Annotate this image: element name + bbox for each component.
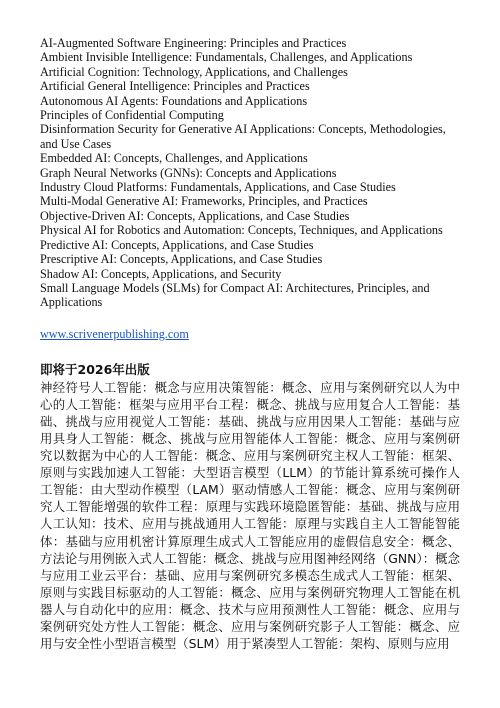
book-title: Physical AI for Robotics and Automation: Concepts, Techniques, and Applications [40, 223, 443, 238]
book-title: Prescriptive AI: Concepts, Applications, and Case Studies [40, 252, 323, 267]
book-title: Artificial Cognition: Technology, Applications, and Challenges [40, 64, 348, 79]
book-title: Predictive AI: Concepts, Applications, and Case Studies [40, 237, 314, 252]
book-title: Disinformation Security for Generative AI Applications: Concepts, Methodologies, and Use Cases [40, 122, 446, 151]
forthcoming-titles-text: 神经符号人工智能：概念与应用决策智能：概念、应用与案例研究以人为中心的人工智能：框架与应用平台工程：概念、挑战与应用复合人工智能：基础、挑战与应用视觉人工智能：基础、挑战与应用因果人工智能：基础与应用具身人工智能：概念、挑战与应用智能体人工智能：概念、应用与案例研究以数据为中心的人工智能：概念、应用与案例研究主权人工智能：框架、原则与实践加速人工智能：大型语言模型（LLM）的节能计算系统可操作人工智能：由大型动作模型（LAM）驱动情感人工智能：概念、应用与案例研究人工智能增强的软件工程：原理与实践环境隐匿智能：基础、挑战与应用人工认知：技术、应用与挑战通用人工智能：原理与实践自主人工智能智能体：基础与应用机密计算原理生成式人工智能应用的虚假信息安全：概念、方法论与用例嵌入式人工智能：概念、挑战与应用图神经网络（GNN）：概念与应用工业云平台：基础、应用与案例研究多模态生成式人工智能：框架、原则与实践目标驱动的人工智能：概念、应用与案例研究物理人工智能在机器人与自动化中的应用：概念、技术与应用预测性人工智能：概念、应用与案例研究处方性人工智能：概念、应用与案例研究影子人工智能：概念、应用与安全性小型语言模型（SLM）用于紧凑型人工智能：架构、原则与应用 [40, 379, 460, 652]
publisher-website-link[interactable]: www.scrivenerpublishing.com [40, 326, 189, 341]
book-title: Ambient Invisible Intelligence: Fundamentals, Challenges, and Applications [40, 50, 413, 65]
book-title: Industry Cloud Platforms: Fundamentals, Applications, and Case Studies [40, 180, 396, 195]
book-title: Principles of Confidential Computing [40, 108, 224, 123]
book-title: Autonomous AI Agents: Foundations and Applications [40, 93, 308, 108]
book-title: Shadow AI: Concepts, Applications, and Security [40, 266, 282, 281]
book-title: Multi-Modal Generative AI: Frameworks, Principles, and Practices [40, 194, 368, 209]
book-title: Embedded AI: Concepts, Challenges, and Applications [40, 151, 308, 166]
book-title: Objective-Driven AI: Concepts, Applications, and Case Studies [40, 208, 350, 223]
book-title: AI-Augmented Software Engineering: Principles and Practices [40, 36, 347, 50]
forthcoming-heading: 即将于2026年出版 [40, 361, 150, 377]
book-title: Graph Neural Networks (GNNs): Concepts and Applications [40, 165, 337, 180]
book-title: Small Language Models (SLMs) for Compact AI: Architectures, Principles, and Applications [40, 280, 430, 310]
book-title-list [40, 36, 460, 310]
book-title: Artificial General Intelligence: Principles and Practices [40, 79, 310, 94]
